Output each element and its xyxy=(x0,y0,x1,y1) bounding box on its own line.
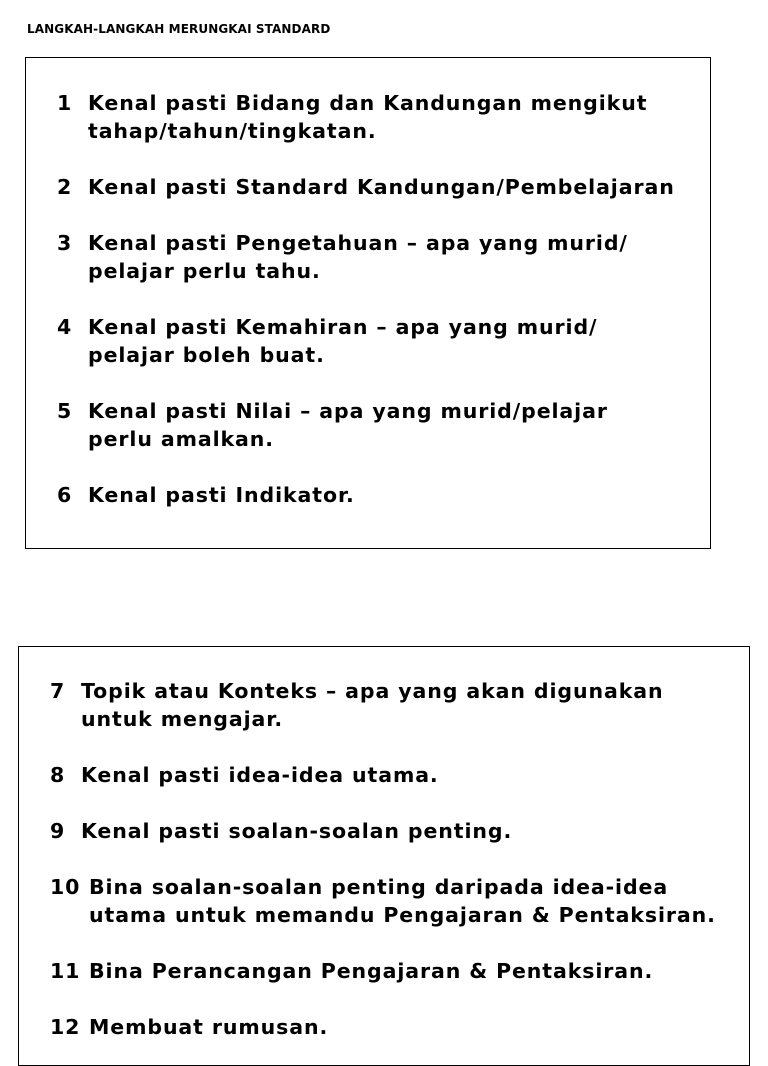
step-number: 5 xyxy=(57,399,73,423)
step-text-line: Kenal pasti Bidang dan Kandungan mengikut xyxy=(88,91,648,115)
step-item-1 xyxy=(57,89,647,145)
step-item-2 xyxy=(57,173,675,201)
step-item-7 xyxy=(50,677,663,733)
step-text-line: perlu amalkan. xyxy=(88,427,274,451)
step-text-line: pelajar perlu tahu. xyxy=(88,259,321,283)
step-number: 10 xyxy=(50,875,81,899)
step-text-line: Kenal pasti Kemahiran – apa yang murid/ xyxy=(88,315,598,339)
step-text-line: Bina Perancangan Pengajaran & Pentaksiran. xyxy=(89,959,654,983)
step-number: 8 xyxy=(50,763,66,787)
step-text-line: Topik atau Konteks – apa yang akan digunakan xyxy=(81,679,664,703)
step-text-line: tahap/tahun/tingkatan. xyxy=(88,119,377,143)
step-item-6 xyxy=(57,481,355,509)
step-number: 2 xyxy=(57,175,73,199)
step-text-line: Kenal pasti Indikator. xyxy=(88,483,355,507)
step-text-line: Bina soalan-soalan penting daripada idea-idea xyxy=(89,875,669,899)
step-item-5 xyxy=(57,397,608,453)
step-item-3 xyxy=(57,229,628,285)
step-text-line: pelajar boleh buat. xyxy=(88,343,325,367)
step-number: 12 xyxy=(50,1015,81,1039)
step-text-line: Kenal pasti Nilai – apa yang murid/pelajar xyxy=(88,399,608,423)
step-item-8 xyxy=(50,761,439,789)
step-item-12 xyxy=(50,1013,328,1041)
step-number: 3 xyxy=(57,231,73,255)
step-item-10 xyxy=(50,873,716,929)
step-text-line: utama untuk memandu Pengajaran & Pentaksiran. xyxy=(89,903,716,927)
step-number: 9 xyxy=(50,819,66,843)
step-text-line: Kenal pasti soalan-soalan penting. xyxy=(81,819,513,843)
step-text-line: Kenal pasti idea-idea utama. xyxy=(81,763,439,787)
step-number: 7 xyxy=(50,679,66,703)
step-number: 11 xyxy=(50,959,81,983)
step-text-line: Kenal pasti Standard Kandungan/Pembelajaran xyxy=(88,175,675,199)
step-item-11 xyxy=(50,957,653,985)
step-item-9 xyxy=(50,817,512,845)
step-number: 4 xyxy=(57,315,73,339)
step-number: 6 xyxy=(57,483,73,507)
step-number: 1 xyxy=(57,91,73,115)
step-text-line: Kenal pasti Pengetahuan – apa yang murid/ xyxy=(88,231,628,255)
step-text-line: untuk mengajar. xyxy=(81,707,284,731)
step-item-4 xyxy=(57,313,597,369)
step-text-line: Membuat rumusan. xyxy=(89,1015,329,1039)
page-title: LANGKAH-LANGKAH MERUNGKAI STANDARD xyxy=(27,22,331,36)
